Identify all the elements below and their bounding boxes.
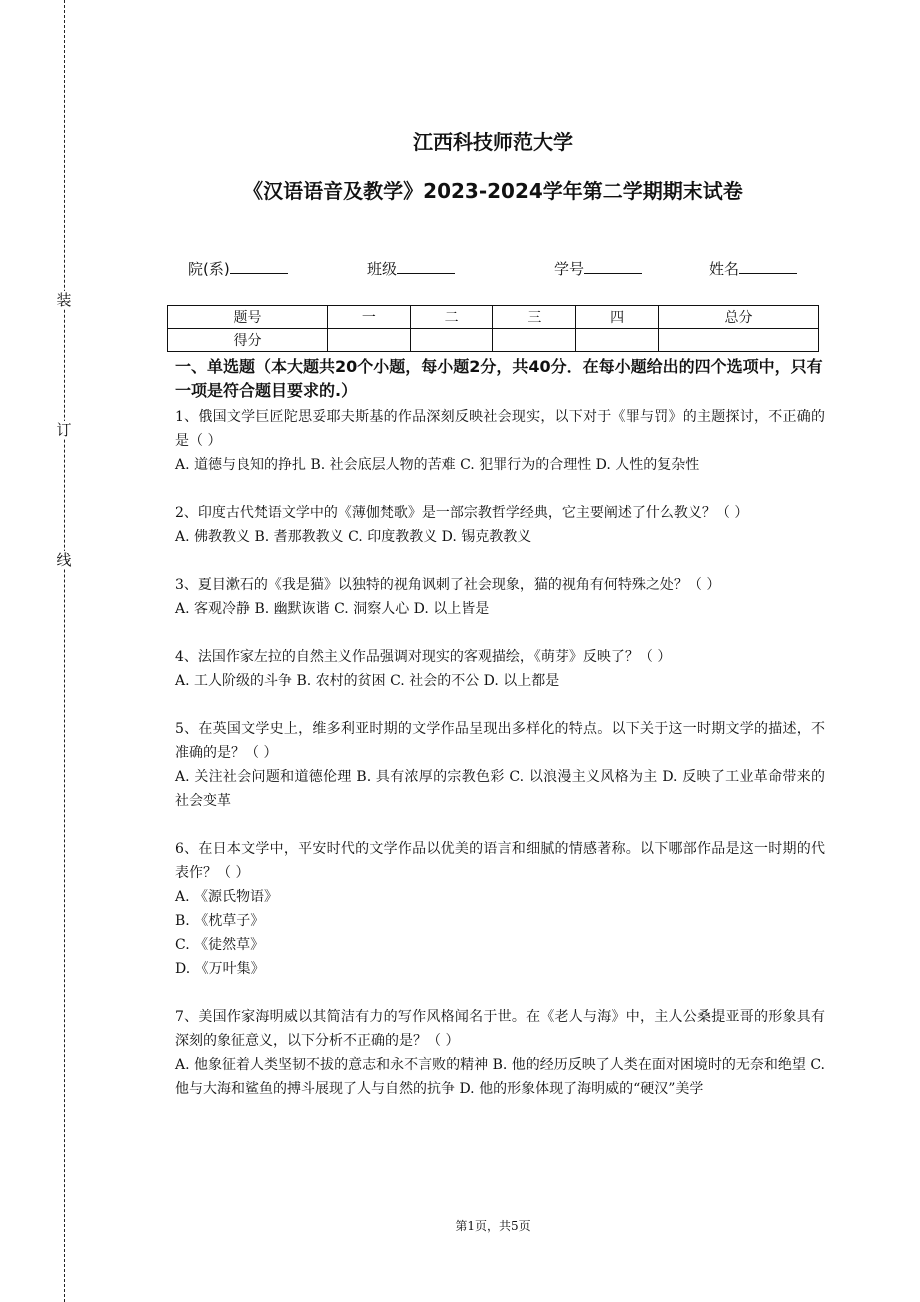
score-table-header-row	[168, 306, 819, 329]
question-item	[175, 645, 825, 693]
question-stem: 7、美国作家海明威以其简洁有力的写作风格闻名于世。在《老人与海》中，主人公桑提亚哥的形象具有深刻的象征意义，以下分析不正确的是？（ ）	[175, 1009, 825, 1049]
question-options: A. 佛教教义 B. 耆那教教义 C. 印度教教义 D. 锡克教教义	[175, 529, 532, 545]
question-options: A. 工人阶级的斗争 B. 农村的贫困 C. 社会的不公 D. 以上都是	[175, 673, 560, 689]
score-table-header-cell: 题号	[168, 306, 328, 329]
question-item	[175, 837, 825, 981]
exam-title: 《汉语语音及教学》2023-2024学年第二学期期末试卷	[243, 179, 743, 203]
question-options: A. 道德与良知的挣扎 B. 社会底层人物的苦难 C. 犯罪行为的合理性 D. 人性的复杂性	[175, 457, 700, 473]
binding-char-ding: 订	[56, 421, 72, 439]
section-heading: 一、单选题（本大题共20个小题，每小题2分，共40分．在每小题给出的四个选项中，只有一项是符合题目要求的.）	[175, 357, 823, 400]
question-item	[175, 405, 825, 477]
question-item	[175, 573, 825, 621]
question-stem: 4、法国作家左拉的自然主义作品强调对现实的客观描绘，《萌芽》反映了？（ ）	[175, 649, 672, 665]
question-stem: 3、夏目漱石的《我是猫》以独特的视角讽刺了社会现象，猫的视角有何特殊之处？（ ）	[175, 577, 721, 593]
question-option: D. 《万叶集》	[175, 961, 265, 977]
exam-content	[175, 355, 825, 1125]
name-field	[709, 258, 797, 279]
score-table-header-cell: 总分	[658, 306, 818, 329]
score-cell	[410, 329, 493, 352]
question-item	[175, 501, 825, 549]
binding-char-zhuang: 装	[56, 291, 72, 309]
department-field	[188, 258, 288, 279]
score-table-row-label: 得分	[168, 329, 328, 352]
name-blank	[739, 259, 797, 274]
question-option: B. 《枕草子》	[175, 913, 265, 929]
score-cell	[327, 329, 410, 352]
department-blank	[230, 259, 288, 274]
question-item	[175, 1005, 825, 1101]
page-footer: 第1页，共5页	[455, 1219, 531, 1233]
question-stem: 2、印度古代梵语文学中的《薄伽梵歌》是一部宗教哲学经典，它主要阐述了什么教义？（ ）	[175, 505, 749, 521]
question-options: A. 客观冷静 B. 幽默诙谐 C. 洞察人心 D. 以上皆是	[175, 601, 490, 617]
school-title: 江西科技师范大学	[413, 130, 573, 154]
score-table-header-cell: 四	[576, 306, 659, 329]
score-table-score-row	[168, 329, 819, 352]
student-id-field	[554, 258, 642, 279]
class-field	[367, 258, 455, 279]
score-table-header-cell: 三	[493, 306, 576, 329]
score-cell	[658, 329, 818, 352]
class-label: 班级	[367, 260, 398, 278]
score-cell	[576, 329, 659, 352]
question-item	[175, 717, 825, 813]
score-table-header-cell: 一	[327, 306, 410, 329]
score-table-header-cell: 二	[410, 306, 493, 329]
question-options: A. 他象征着人类坚韧不拔的意志和永不言败的精神 B. 他的经历反映了人类在面对困境时的无奈和绝望 C. 他与大海和鲨鱼的搏斗展现了人与自然的抗争 D. 他的形象体现了海明威的“硬汉”美学	[175, 1057, 825, 1097]
question-options: A. 关注社会问题和道德伦理 B. 具有浓厚的宗教色彩 C. 以浪漫主义风格为主 D. 反映了工业革命带来的社会变革	[175, 769, 825, 809]
question-stem: 6、在日本文学中，平安时代的文学作品以优美的语言和细腻的情感著称。以下哪部作品是这一时期的代表作？（ ）	[175, 841, 825, 881]
question-stem: 1、俄国文学巨匠陀思妥耶夫斯基的作品深刻反映社会现实，以下对于《罪与罚》的主题探讨，不正确的是（ ）	[175, 409, 825, 449]
student-id-label: 学号	[554, 260, 585, 278]
student-id-blank	[584, 259, 642, 274]
department-label: 院(系)	[188, 260, 230, 278]
score-cell	[493, 329, 576, 352]
question-stem: 5、在英国文学史上，维多利亚时期的文学作品呈现出多样化的特点。以下关于这一时期文学的描述，不准确的是？（ ）	[175, 721, 825, 761]
score-table	[167, 305, 819, 352]
binding-char-xian: 线	[56, 551, 72, 569]
question-option: C. 《徒然草》	[175, 937, 265, 953]
question-option: A. 《源氏物语》	[175, 889, 279, 905]
class-blank	[397, 259, 455, 274]
name-label: 姓名	[709, 260, 740, 278]
